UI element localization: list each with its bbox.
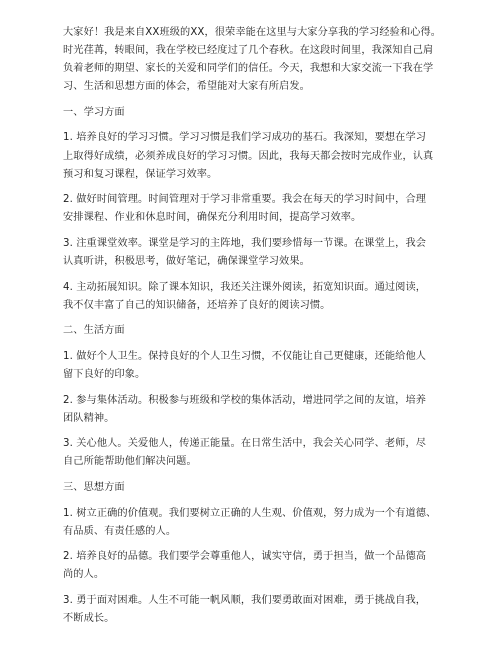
- life-item-3: 3. 关心他人。关爱他人，传递正能量。在日常生活中，我会关心同学、老师，尽 自己所能帮助他们解决问题。: [63, 438, 427, 468]
- study-item-4: 4. 主动拓展知识。除了课本知识，我还关注课外阅读，拓宽知识面。通过阅读， 我不仅丰富了自己的知识储备，还培养了良好的阅读习惯。: [63, 281, 427, 311]
- thought-item-2: 2. 培养良好的品德。我们要学会尊重他人，诚实守信，勇于担当，做一个品德高 尚的人。: [63, 551, 427, 581]
- study-item-2: 2. 做好时间管理。时间管理对于学习非常重要。我会在每天的学习时间中，合理 安排课程、作业和休息时间，确保充分利用时间，提高学习效率。: [63, 194, 427, 224]
- section-thought: [63, 479, 448, 628]
- section-life: [63, 322, 448, 471]
- section-heading-life: 二、生活方面: [63, 325, 125, 337]
- section-heading-study: 一、学习方面: [63, 106, 125, 118]
- study-item-3: 3. 注重课堂效率。课堂是学习的主阵地，我们要珍惜每一节课。在课堂上，我会 认真听讲，积极思考，做好笔记，确保课堂学习效果。: [63, 237, 427, 268]
- thought-item-3: 3. 勇于面对困难。人生不可能一帆风顺，我们要勇敢面对困难，勇于挑战自我， 不断成长。: [63, 594, 427, 625]
- life-item-1: 1. 做好个人卫生。保持良好的个人卫生习惯，不仅能让自己更健康，还能给他人 留下良好的印象。: [63, 350, 427, 380]
- thought-item-1: 1. 树立正确的价值观。我们要树立正确的人生观、价值观，努力成为一个有道德、 有品质、有责任感的人。: [63, 507, 437, 537]
- intro-paragraph: 大家好！我是来自XX班级的XX，很荣幸能在这里与大家分享我的学习经验和心得。 时光荏苒，转眼间，我在学校已经度过了几个春秋。在这段时间里，我深知自己肩 负着老师的期望、家长的关爱和同学们的信任。今天，我想和大家交流一下我在学 习、生活和思想方面的体会，希望能对大家有所启发。: [63, 27, 442, 93]
- section-study: [63, 104, 448, 315]
- study-item-1: 1. 培养良好的学习习惯。学习习惯是我们学习成功的基石。我深知，要想在学习 上取得好成绩，必须养成良好的学习习惯。因此，我每天都会按时完成作业，认真 预习和复习课程，保证学习效率。: [63, 132, 434, 180]
- document-page: [63, 24, 448, 636]
- section-heading-thought: 三、思想方面: [63, 481, 125, 493]
- life-item-2: 2. 参与集体活动。积极参与班级和学校的集体活动，增进同学之间的友谊，培养 团队精神。: [63, 394, 427, 424]
